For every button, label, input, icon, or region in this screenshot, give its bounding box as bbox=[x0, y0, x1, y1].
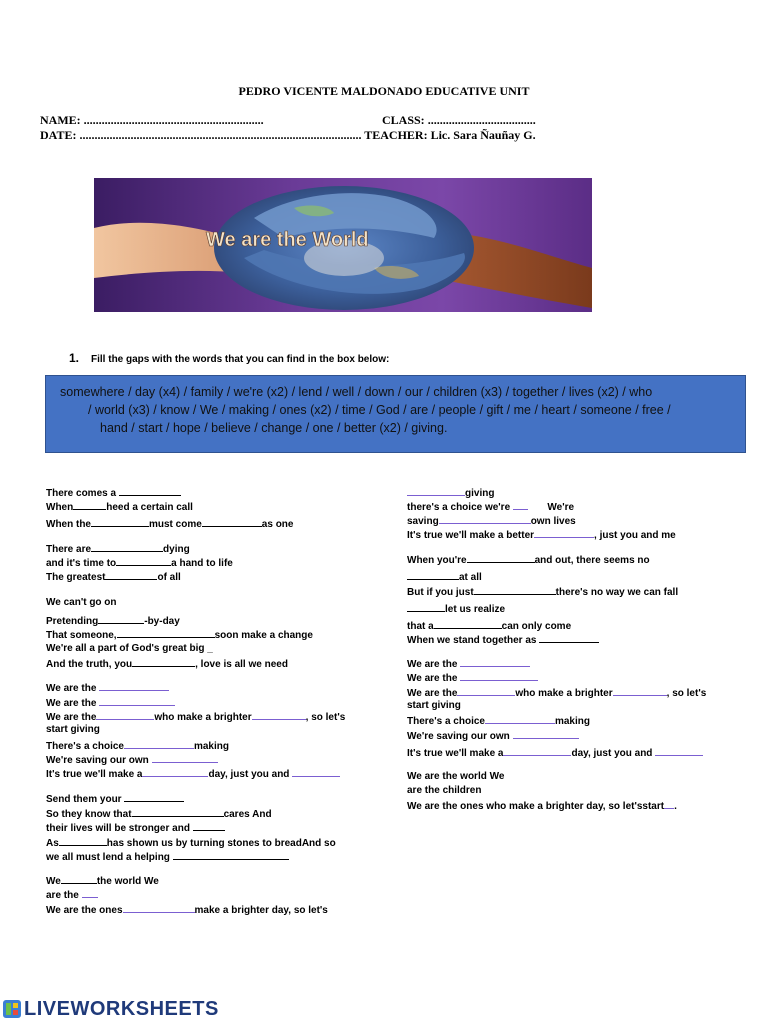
lyric-line: are the children bbox=[407, 785, 482, 796]
exercise-number: 1. bbox=[69, 351, 80, 365]
gap-input[interactable] bbox=[434, 619, 502, 629]
class-field[interactable]: .................................... bbox=[427, 113, 536, 127]
word-bank-line-3: hand / start / hope / believe / change / one / better (x2) / giving. bbox=[100, 421, 448, 435]
lyric-line: Send them your bbox=[46, 792, 184, 806]
gap-input[interactable] bbox=[82, 888, 98, 898]
lyric-line: It's true we'll make a day, just you and bbox=[46, 767, 340, 781]
hands-globe-illustration bbox=[94, 178, 592, 312]
lyric-line: are the bbox=[46, 888, 98, 902]
lyric-line: giving bbox=[407, 486, 494, 500]
word-bank-box bbox=[45, 375, 746, 453]
gap-input[interactable] bbox=[407, 609, 445, 612]
lyric-line: We're saving our own bbox=[46, 753, 218, 767]
gap-input[interactable] bbox=[116, 556, 171, 566]
gap-input[interactable] bbox=[439, 514, 531, 524]
we-are-the-world-banner bbox=[94, 178, 592, 312]
lyric-line: We're all a part of God's great big _ bbox=[46, 643, 213, 654]
lyric-line: There comes a bbox=[46, 486, 181, 500]
lyric-line: Pretending -by-day bbox=[46, 616, 180, 627]
lyric-line: We are the bbox=[407, 657, 530, 671]
gap-input[interactable] bbox=[117, 628, 215, 638]
gap-input[interactable] bbox=[460, 671, 538, 681]
gap-input[interactable] bbox=[474, 585, 556, 595]
word-bank-line-1: somewhere / day (x4) / family / we're (x2) / lend / well / down / our / children (x3) / together / lives (x2) / who bbox=[60, 385, 653, 399]
gap-input[interactable] bbox=[105, 570, 157, 580]
gap-input[interactable] bbox=[467, 553, 535, 563]
school-name: PEDRO VICENTE MALDONADO EDUCATIVE UNIT bbox=[238, 84, 530, 98]
name-row bbox=[40, 113, 264, 128]
lyric-line: We the world We bbox=[46, 876, 159, 887]
gap-input[interactable] bbox=[485, 714, 555, 724]
lyric-line: The greatest of all bbox=[46, 572, 181, 583]
lyric-line: let us realize bbox=[407, 604, 505, 616]
lyric-line: And the truth, you , love is all we need bbox=[46, 659, 288, 670]
lyric-line: there's a choice we're We're bbox=[407, 502, 575, 513]
class-row bbox=[382, 113, 536, 128]
gap-input[interactable] bbox=[99, 681, 169, 691]
gap-input[interactable] bbox=[655, 746, 703, 756]
lyric-line: We can't go on bbox=[46, 597, 117, 608]
lyric-line: It's true we'll make a better , just you and me bbox=[407, 530, 676, 541]
lyric-line: we all must lend a helping bbox=[46, 850, 289, 864]
lyric-line: We are the bbox=[46, 681, 169, 695]
teacher-label: TEACHER: Lic. Sara Ñauñay G. bbox=[364, 128, 536, 142]
banner-title: We are the World bbox=[206, 229, 369, 251]
lyric-line: There's a choice making bbox=[407, 716, 590, 727]
gap-input[interactable] bbox=[202, 517, 262, 527]
gap-input[interactable] bbox=[96, 710, 154, 720]
lyric-line: We're saving our own bbox=[407, 729, 579, 743]
lyric-line: that a can only come bbox=[407, 621, 572, 632]
gap-input[interactable] bbox=[513, 729, 579, 739]
gap-input[interactable] bbox=[61, 874, 97, 884]
lyric-line: start giving bbox=[407, 700, 461, 711]
lyric-line: We are the ones who make a brighter day, so let'sstart . bbox=[407, 801, 677, 812]
gap-input[interactable] bbox=[407, 486, 465, 496]
svg-text:We are the World bbox=[206, 229, 369, 251]
gap-input[interactable] bbox=[124, 739, 194, 749]
lyric-line: We are the ones make a brighter day, so let's bbox=[46, 905, 328, 916]
name-label: NAME: bbox=[40, 113, 81, 127]
lyric-line: their lives will be stronger and bbox=[46, 821, 225, 835]
gap-input[interactable] bbox=[664, 799, 674, 809]
gap-input[interactable] bbox=[99, 696, 175, 706]
gap-input[interactable] bbox=[132, 657, 195, 667]
liveworksheets-icon bbox=[2, 999, 22, 1019]
liveworksheets-logo bbox=[2, 998, 219, 1020]
gap-input[interactable] bbox=[457, 686, 515, 696]
lyric-line: We are the who make a brighter , so let's bbox=[407, 688, 707, 699]
gap-input[interactable] bbox=[503, 746, 571, 756]
lyric-line: As has shown us by turning stones to breadAnd so bbox=[46, 838, 336, 849]
lyric-line: There are dying bbox=[46, 544, 190, 555]
gap-input[interactable] bbox=[142, 767, 208, 777]
gap-input[interactable] bbox=[124, 792, 184, 802]
gap-input[interactable] bbox=[123, 903, 195, 913]
lyric-line: That someone, soon make a change bbox=[46, 630, 313, 641]
instruction-text: Fill the gaps with the words that you can find in the box below: bbox=[91, 354, 390, 365]
lyric-line: We are the bbox=[407, 671, 538, 685]
liveworksheets-wordmark: LIVEWORKSHEETS bbox=[24, 997, 219, 1020]
lyric-line: So they know that cares And bbox=[46, 809, 272, 820]
gap-input[interactable] bbox=[152, 753, 218, 763]
gap-input[interactable] bbox=[132, 807, 224, 817]
class-label: CLASS: bbox=[382, 113, 425, 127]
gap-input[interactable] bbox=[59, 836, 107, 846]
gap-input[interactable] bbox=[534, 528, 594, 538]
gap-input[interactable] bbox=[613, 686, 667, 696]
lyric-line: When heed a certain call bbox=[46, 502, 193, 513]
lyric-line: at all bbox=[407, 570, 482, 584]
lyric-line: When you're and out, there seems no bbox=[407, 555, 650, 566]
gap-input[interactable] bbox=[407, 570, 459, 580]
name-field[interactable]: ............................................................ bbox=[83, 113, 264, 127]
gap-input[interactable] bbox=[119, 486, 181, 496]
gap-input[interactable] bbox=[91, 542, 163, 552]
gap-input[interactable] bbox=[252, 710, 306, 720]
gap-input[interactable] bbox=[173, 850, 289, 860]
lyric-line: We are the bbox=[46, 696, 175, 710]
lyric-line: It's true we'll make a day, just you and bbox=[407, 746, 703, 760]
exercise-instruction bbox=[69, 351, 389, 365]
lyric-line: saving own lives bbox=[407, 516, 576, 527]
date-row bbox=[40, 128, 536, 143]
lyric-line: When the must come as one bbox=[46, 519, 294, 530]
lyric-line: We are the world We bbox=[407, 771, 505, 782]
gap-input[interactable] bbox=[98, 614, 144, 624]
gap-input[interactable] bbox=[513, 500, 528, 510]
gap-input[interactable] bbox=[193, 821, 225, 831]
gap-input[interactable] bbox=[91, 517, 149, 527]
lyric-line: start giving bbox=[46, 724, 100, 735]
word-bank-line-2: / world (x3) / know / We / making / ones (x2) / time / God / are / people / gift / me / heart / someone / free / bbox=[88, 403, 671, 417]
gap-input[interactable] bbox=[292, 767, 340, 777]
date-label: DATE: bbox=[40, 128, 77, 142]
lyric-line: We are the who make a brighter , so let's bbox=[46, 712, 346, 723]
gap-input[interactable] bbox=[73, 500, 106, 510]
gap-input[interactable] bbox=[539, 633, 599, 643]
gap-input[interactable] bbox=[460, 657, 530, 667]
lyric-line: There's a choice making bbox=[46, 741, 229, 752]
date-field[interactable]: .............................................................................................. bbox=[79, 128, 362, 142]
lyric-line: But if you just there's no way we can fall bbox=[407, 587, 679, 598]
lyric-line: When we stand together as bbox=[407, 633, 599, 647]
lyric-line: and it's time to a hand to life bbox=[46, 558, 233, 569]
